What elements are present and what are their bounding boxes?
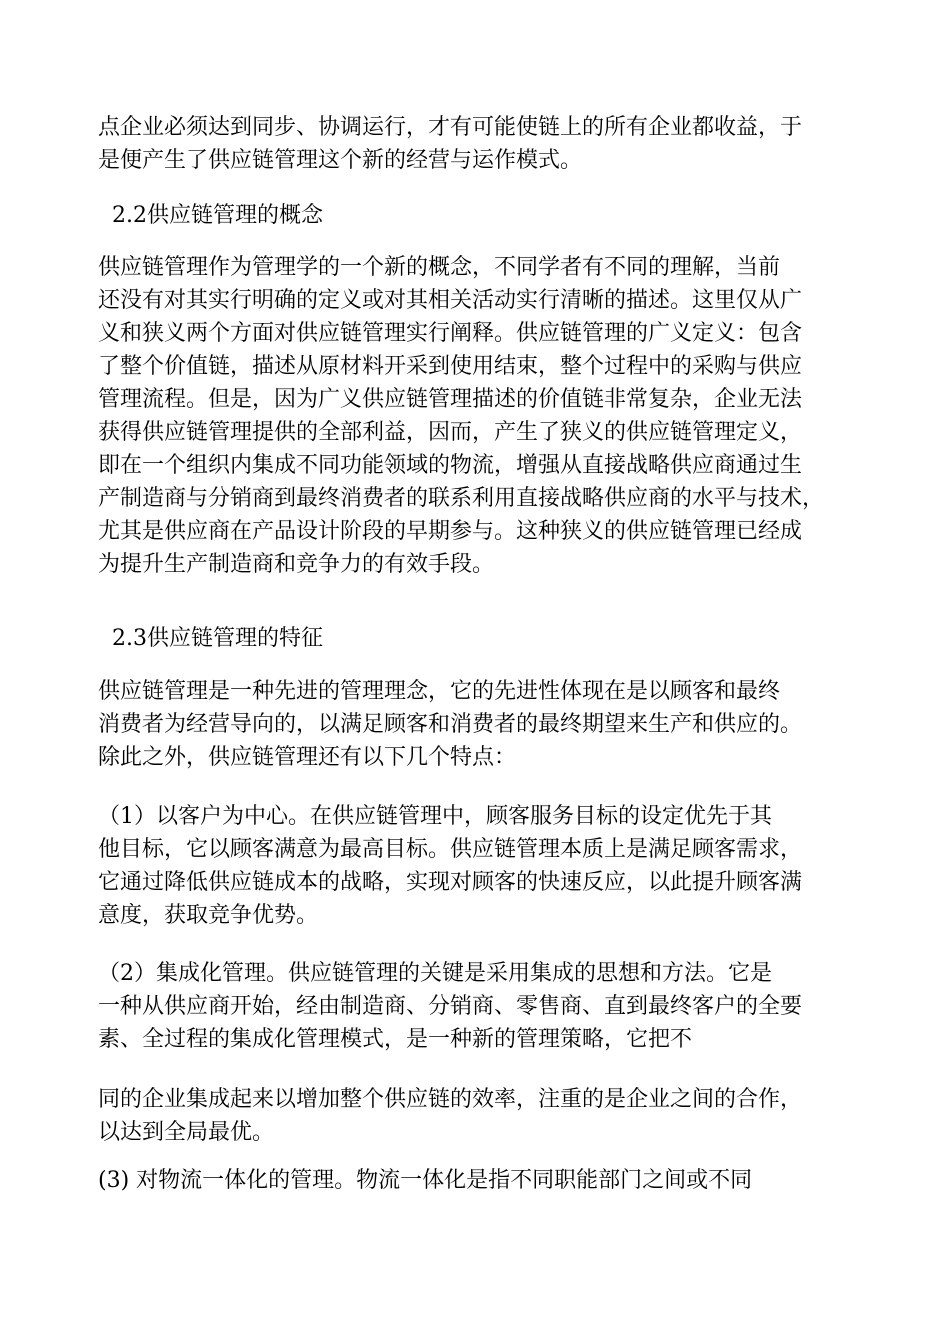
text-line: （2）集成化管理。供应链管理的关键是采用集成的思想和方法。它是 <box>98 961 772 986</box>
text-line: 他目标，它以顾客满意为最高目标。供应链管理本质上是满足顾客需求， <box>98 837 803 862</box>
list-item-1 <box>98 800 858 932</box>
text-line: 即在一个组织内集成不同功能领域的物流，增强从直接战略供应商通过生 <box>98 453 803 478</box>
text-line: 意度，获取竞争优势。 <box>98 903 319 928</box>
list-item-2-continued <box>98 1083 858 1149</box>
section-heading-2-2: 2.2供应链管理的概念 <box>112 203 323 228</box>
text-line: 同的企业集成起来以增加整个供应链的效率，注重的是企业之间的合作， <box>98 1087 803 1112</box>
text-line: 管理流程。但是，因为广义供应链管理描述的价值链非常复杂，企业无法 <box>98 387 803 412</box>
text-line: 它通过降低供应链成本的战略，实现对顾客的快速反应，以此提升顾客满 <box>98 870 803 895</box>
paragraph-2-3 <box>98 675 858 774</box>
paragraph-2-2 <box>98 251 858 581</box>
list-item-3 <box>98 1164 858 1197</box>
text-line: (3) 对物流一体化的管理。物流一体化是指不同职能部门之间或不同 <box>98 1168 753 1193</box>
text-line: 供应链管理是一种先进的管理理念，它的先进性体现在是以顾客和最终 <box>98 679 781 704</box>
text-line: 素、全过程的集成化管理模式，是一种新的管理策略，它把不 <box>98 1027 693 1052</box>
text-line: 为提升生产制造商和竞争力的有效手段。 <box>98 552 495 577</box>
text-line: 供应链管理作为管理学的一个新的概念，不同学者有不同的理解，当前 <box>98 255 781 280</box>
text-line: （1）以客户为中心。在供应链管理中，顾客服务目标的设定优先于其 <box>98 804 772 829</box>
text-line: 产制造商与分销商到最终消费者的联系利用直接战略供应商的水平与技术， <box>98 486 825 511</box>
paragraph-intro <box>98 111 858 177</box>
text-line: 点企业必须达到同步、协调运行，才有可能使链上的所有企业都收益，于 <box>98 115 803 140</box>
text-line: 一种从供应商开始，经由制造商、分销商、零售商、直到最终客户的全要 <box>98 994 803 1019</box>
text-line: 了整个价值链，描述从原材料开采到使用结束，整个过程中的采购与供应 <box>98 354 803 379</box>
text-line: 是便产生了供应链管理这个新的经营与运作模式。 <box>98 148 583 173</box>
list-item-2 <box>98 957 858 1056</box>
text-line: 获得供应链管理提供的全部利益，因而，产生了狭义的供应链管理定义， <box>98 420 803 445</box>
text-line: 还没有对其实行明确的定义或对其相关活动实行清晰的描述。这里仅从广 <box>98 288 803 313</box>
section-heading-2-3: 2.3供应链管理的特征 <box>112 626 323 651</box>
text-line: 尤其是供应商在产品设计阶段的早期参与。这种狭义的供应链管理已经成 <box>98 519 803 544</box>
text-line: 除此之外，供应链管理还有以下几个特点： <box>98 745 517 770</box>
text-line: 义和狭义两个方面对供应链管理实行阐释。供应链管理的广义定义：包含 <box>98 321 803 346</box>
text-line: 消费者为经营导向的，以满足顾客和消费者的最终期望来生产和供应的。 <box>98 712 803 737</box>
text-line: 以达到全局最优。 <box>98 1120 275 1145</box>
